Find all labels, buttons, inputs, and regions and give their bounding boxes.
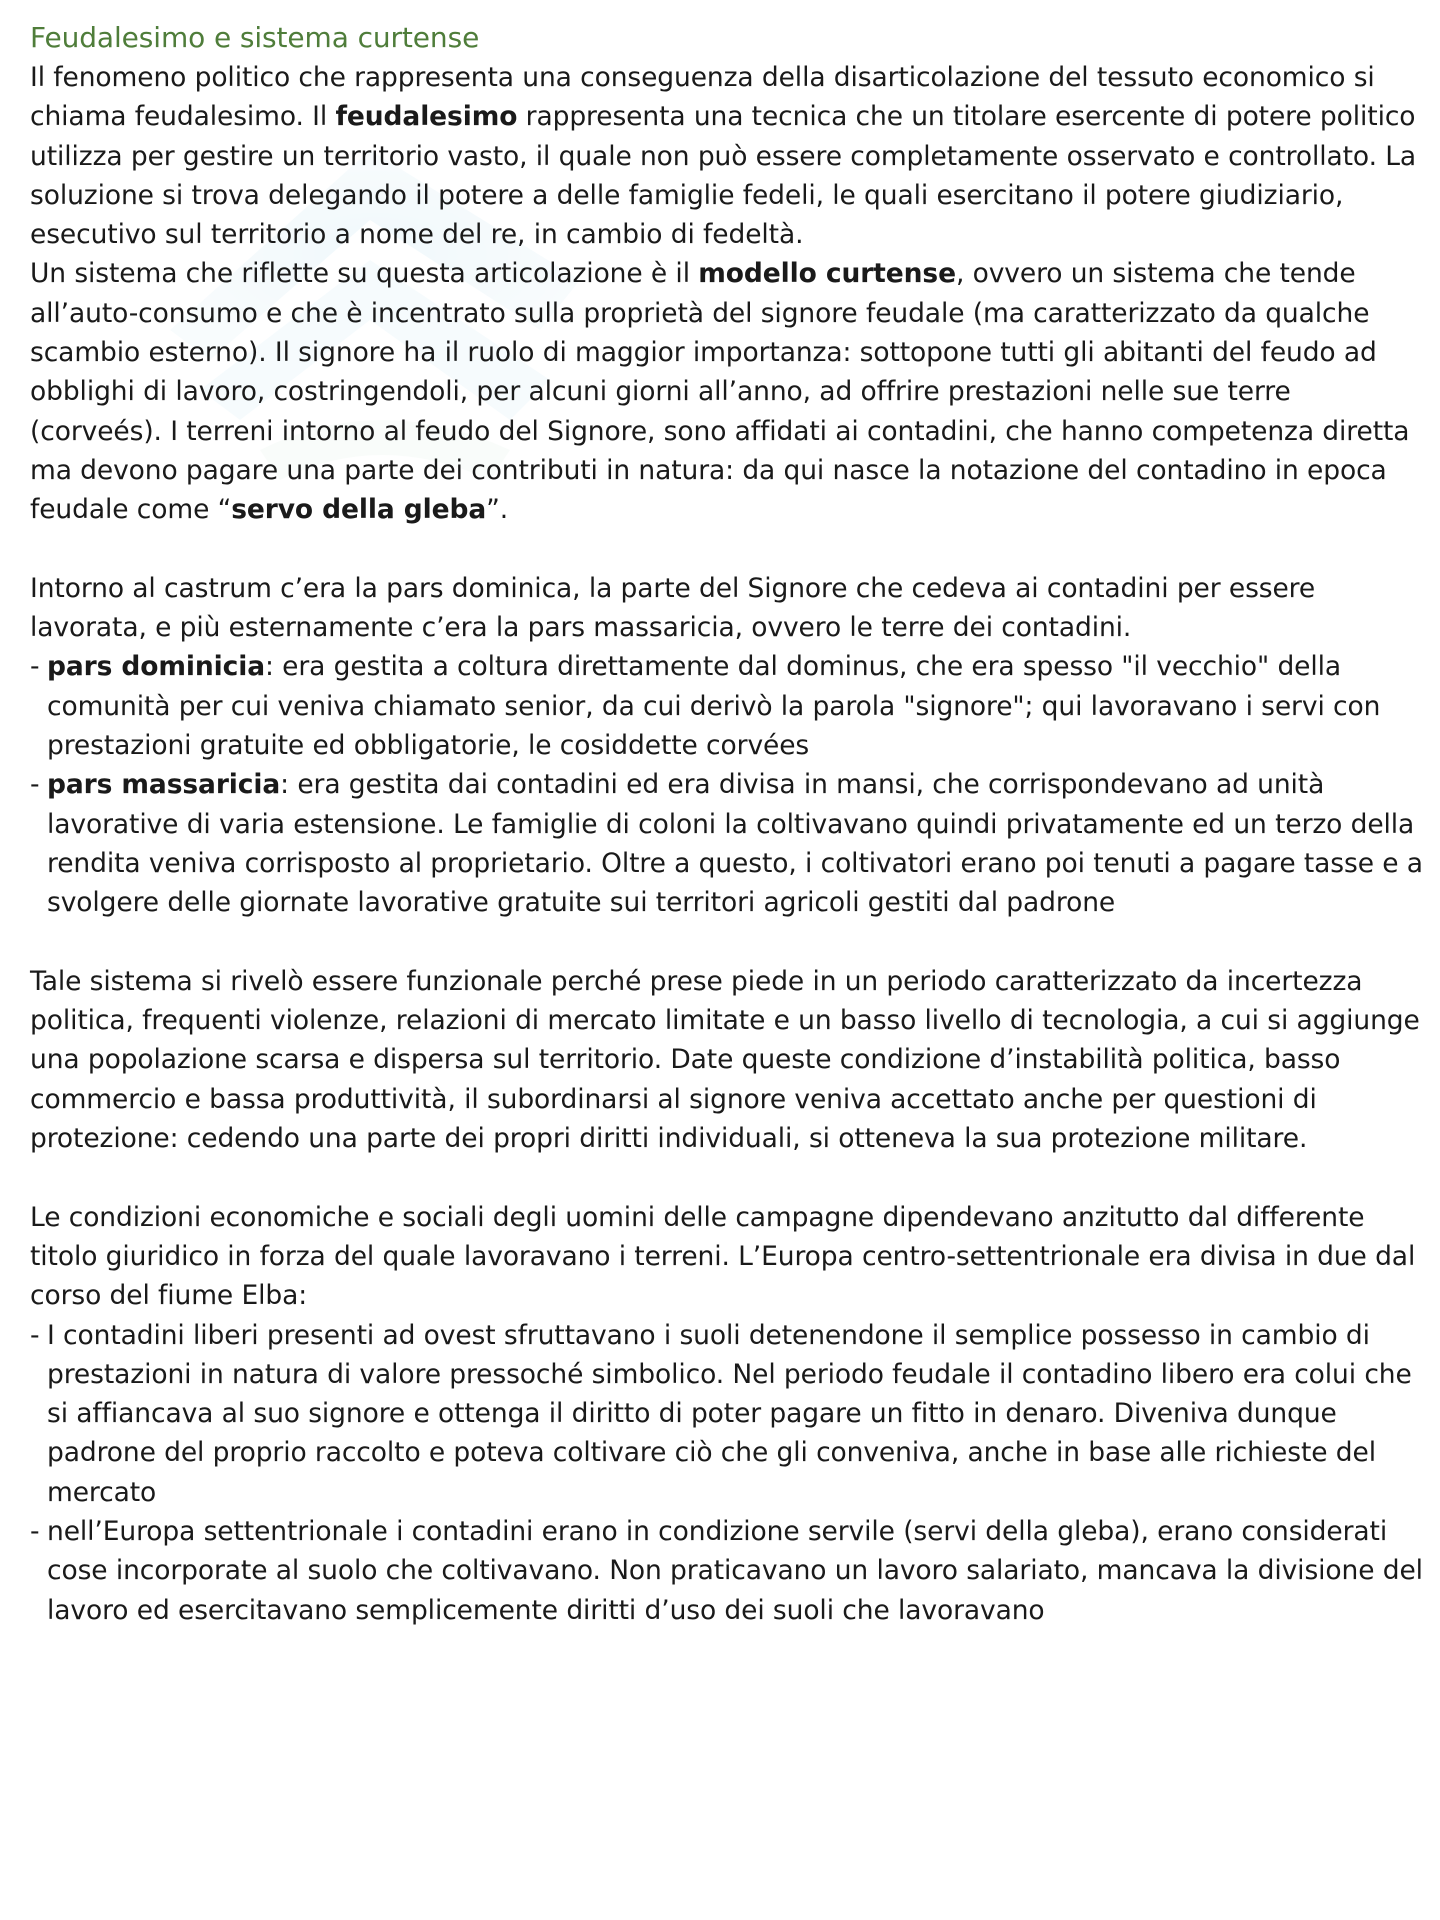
paragraph-condizioni: Le condizioni economiche e sociali degli uomini delle campagne dipendevano anzitutto dal differente titolo giuridico in forza del quale lavoravano i terreni. L’Europa centro-settentrionale era divisa in due dal corso del fiume Elba: [30, 1201, 1416, 1312]
paragraph-gap [30, 923, 1430, 962]
paragraph-funzionale: Tale sistema si rivelò essere funzionale perché prese piede in un periodo caratterizzato da incertezza politica, frequenti violenze, relazioni di mercato limitate e un basso livello di tecnologia, a cui si aggiunge una popolazione scarsa e dispersa sul territorio. Date queste condizione d’instabilità politica, basso commercio e bassa produttività, il subordinarsi al signore veniva accettato anche per questioni di protezione: cedendo una parte dei propri diritti individuali, si otteneva la sua protezione militare. [30, 965, 1420, 1155]
p2-text-a: Un sistema che riflette su questa articolazione è il [30, 258, 699, 290]
p2-term-modello-curtense: modello curtense [698, 258, 956, 290]
p2-term-servo-della-gleba: servo della gleba [231, 494, 487, 526]
list-item-text: : era gestita dai contadini ed era divisa in mansi, che corrispondevano ad unità lavorative di varia estensione. Le famiglie di coloni la coltivavano quindi privatamente ed un terzo della rendita veniva corrisposto al proprietario. Oltre a questo, i coltivatori erano poi tenuti a pagare tasse e a svolgere delle giornate lavorative gratuite sui territori agricoli gestiti dal padrone [47, 769, 1423, 919]
bullet-dash: - [30, 651, 40, 683]
document-body [30, 18, 1430, 1630]
list-item [30, 1316, 1430, 1512]
paragraph-gap [30, 1158, 1430, 1197]
p1-text-c: rappresenta una tecnica che un titolare esercente di potere politico utilizza per gestire un territorio vasto, il quale non può essere completamente osservato e controllato. La soluzione si trova delegando il potere a delle famiglie fedeli, le quali esercitano il potere giudiziario, esecutivo sul territorio a nome del re, in cambio di fedeltà. [30, 101, 1417, 251]
term-pars-dominicia: pars dominicia [47, 651, 266, 683]
section-title: Feudalesimo e sistema curtense [30, 21, 480, 54]
list-item-text: : era gestita a coltura direttamente dal dominus, che era spesso "il vecchio" della comunità per cui veniva chiamato senior, da cui derivò la parola "signore"; qui lavoravano i servi con prestazioni gratuite ed obbligatorie, le cosiddette corvées [47, 651, 1381, 762]
bullet-dash: - [30, 1319, 40, 1351]
bullet-dash: - [30, 1515, 40, 1547]
p1-term-feudalesimo: feudalesimo [335, 101, 518, 133]
bullet-dash: - [30, 769, 40, 801]
paragraph-modello-curtense [30, 254, 1430, 529]
list-item [30, 765, 1430, 922]
paragraph-gap [30, 530, 1430, 569]
list-item-text: I contadini liberi presenti ad ovest sfruttavano i suoli detenendone il semplice possesso in cambio di prestazioni in natura di valore pressoché simbolico. Nel periodo feudale il contadino libero era colui che si affiancava al suo signore e ottenga il diritto di poter pagare un fitto in denaro. Diveniva dunque padrone del proprio raccolto e poteva coltivare ciò che gli conveniva, anche in base alle richieste del mercato [47, 1319, 1412, 1508]
p2-text-e: ”. [486, 494, 509, 526]
term-pars-massaricia: pars massaricia [47, 769, 281, 801]
list-item-text: nell’Europa settentrionale i contadini erano in condizione servile (servi della gleba), erano considerati cose incorporate al suolo che coltivavano. Non praticavano un lavoro salariato, mancava la divisione del lavoro ed esercitavano semplicemente diritti d’uso dei suoli che lavoravano [47, 1515, 1423, 1626]
paragraph-castrum: Intorno al castrum c’era la pars dominica, la parte del Signore che cedeva ai contadini per essere lavorata, e più esternamente c’era la pars massaricia, ovvero le terre dei contadini. [30, 572, 1316, 644]
list-item [30, 1512, 1430, 1630]
p2-text-c: , ovvero un sistema che tende all’auto-consumo e che è incentrato sulla proprietà del signore feudale (ma caratterizzato da qualche scambio esterno). Il signore ha il ruolo di maggior importanza: sottopone tutti gli abitanti del feudo ad obblighi di lavoro, costringendoli, per alcuni giorni all’anno, ad offrire prestazioni nelle sue terre (corveés). I terreni intorno al feudo del Signore, sono affidati ai contadini, che hanno competenza diretta ma devono pagare una parte dei contributi in natura: da qui nasce la notazione del contadino in epoca feudale come “ [30, 258, 1410, 526]
paragraph-feudalesimo [30, 58, 1430, 254]
p1-text-a: Il fenomeno politico che rappresenta una conseguenza della disarticolazione del tessuto economico si chiama feudalesimo. Il [30, 62, 1375, 133]
list-item [30, 647, 1430, 765]
